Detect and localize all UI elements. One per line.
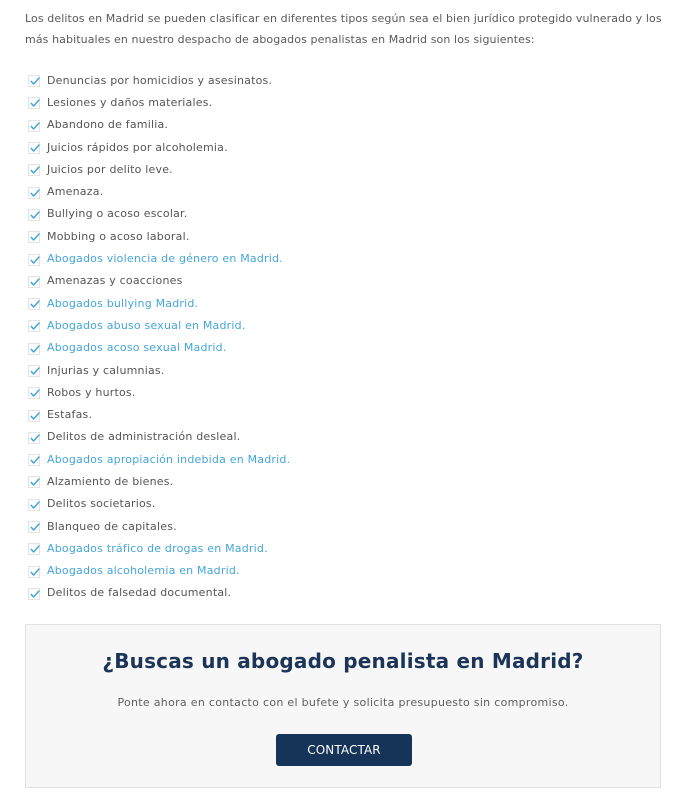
list-item [25,381,290,403]
list-item-label: Amenaza. [47,185,104,199]
list-item-link-label[interactable]: Abogados tráfico de drogas en Madrid. [47,541,268,555]
checkbox-check-icon [28,298,40,310]
checkbox-check-icon [28,120,40,132]
list-item-link[interactable] [25,247,290,269]
checkbox-check-icon [28,254,40,266]
checkbox-check-icon [28,588,40,600]
list-item [25,91,290,113]
cta-text: Ponte ahora en contacto con el bufete y solicita presupuesto sin compromiso. [117,696,569,709]
list-item [25,225,290,247]
contact-cta-box [25,624,661,788]
checkbox-check-icon [28,387,40,399]
list-item-link[interactable] [25,537,290,559]
list-item [25,403,290,425]
list-item-label: Injurias y calumnias. [47,363,165,377]
list-item-link[interactable] [25,560,290,582]
list-item-label: Robos y hurtos. [47,385,136,399]
checkbox-check-icon [28,142,40,154]
list-item [25,582,290,604]
checkbox-check-icon [28,499,40,511]
list-item [25,270,290,292]
list-item [25,158,290,180]
contact-button[interactable]: CONTACTAR [276,734,412,766]
list-item-label: Amenazas y coacciones [47,274,183,288]
checkbox-check-icon [28,343,40,355]
checkbox-check-icon [28,97,40,109]
checkbox-check-icon [28,476,40,488]
list-item-label: Abandono de familia. [47,118,169,132]
list-item-label: Mobbing o acoso laboral. [47,229,190,243]
list-item-link[interactable] [25,337,290,359]
list-item [25,69,290,91]
list-item [25,493,290,515]
list-item [25,180,290,202]
list-item-label: Denuncias por homicidios y asesinatos. [47,73,273,87]
list-item-label: Delitos de falsedad documental. [47,586,232,600]
checkbox-check-icon [28,209,40,221]
list-item [25,114,290,136]
checkbox-check-icon [28,521,40,533]
list-item-link-label[interactable]: Abogados violencia de género en Madrid. [47,252,283,266]
checkbox-check-icon [28,432,40,444]
list-item [25,470,290,492]
list-item-link-label[interactable]: Abogados abuso sexual en Madrid. [47,318,246,332]
list-item-label: Blanqueo de capitales. [47,519,177,533]
checkbox-check-icon [28,365,40,377]
list-item-link-label[interactable]: Abogados acoso sexual Madrid. [47,341,227,355]
list-item-label: Bullying o acoso escolar. [47,207,188,221]
cta-title: ¿Buscas un abogado penalista en Madrid? [102,649,584,673]
checkbox-check-icon [28,320,40,332]
checkbox-check-icon [28,276,40,288]
checkbox-check-icon [28,75,40,87]
checkbox-check-icon [28,231,40,243]
list-item [25,203,290,225]
list-item-label: Juicios por delito leve. [47,162,173,176]
list-item [25,426,290,448]
checkbox-check-icon [28,410,40,422]
intro-paragraph: Los delitos en Madrid se pueden clasificar en diferentes tipos según sea el bien jurídico protegido vulnerado y los más habituales en nuestro despacho de abogados penalistas en Madrid son los siguientes: [25,12,662,46]
list-item-label: Delitos de administración desleal. [47,430,241,444]
list-item-label: Alzamiento de bienes. [47,474,174,488]
list-item-link-label[interactable]: Abogados bullying Madrid. [47,296,199,310]
list-item-link[interactable] [25,292,290,314]
list-item [25,515,290,537]
checkbox-check-icon [28,566,40,578]
list-item-link-label[interactable]: Abogados apropiación indebida en Madrid. [47,452,291,466]
list-item-link[interactable] [25,448,290,470]
checkbox-check-icon [28,164,40,176]
list-item [25,136,290,158]
list-item-label: Lesiones y daños materiales. [47,95,213,109]
list-item-link[interactable] [25,314,290,336]
checkbox-check-icon [28,543,40,555]
list-item-label: Estafas. [47,408,93,422]
list-item-label: Juicios rápidos por alcoholemia. [47,140,228,154]
list-item-link-label[interactable]: Abogados alcoholemia en Madrid. [47,564,240,578]
list-item [25,359,290,381]
list-item-label: Delitos societarios. [47,497,156,511]
offense-list [25,69,290,604]
checkbox-check-icon [28,187,40,199]
checkbox-check-icon [28,454,40,466]
